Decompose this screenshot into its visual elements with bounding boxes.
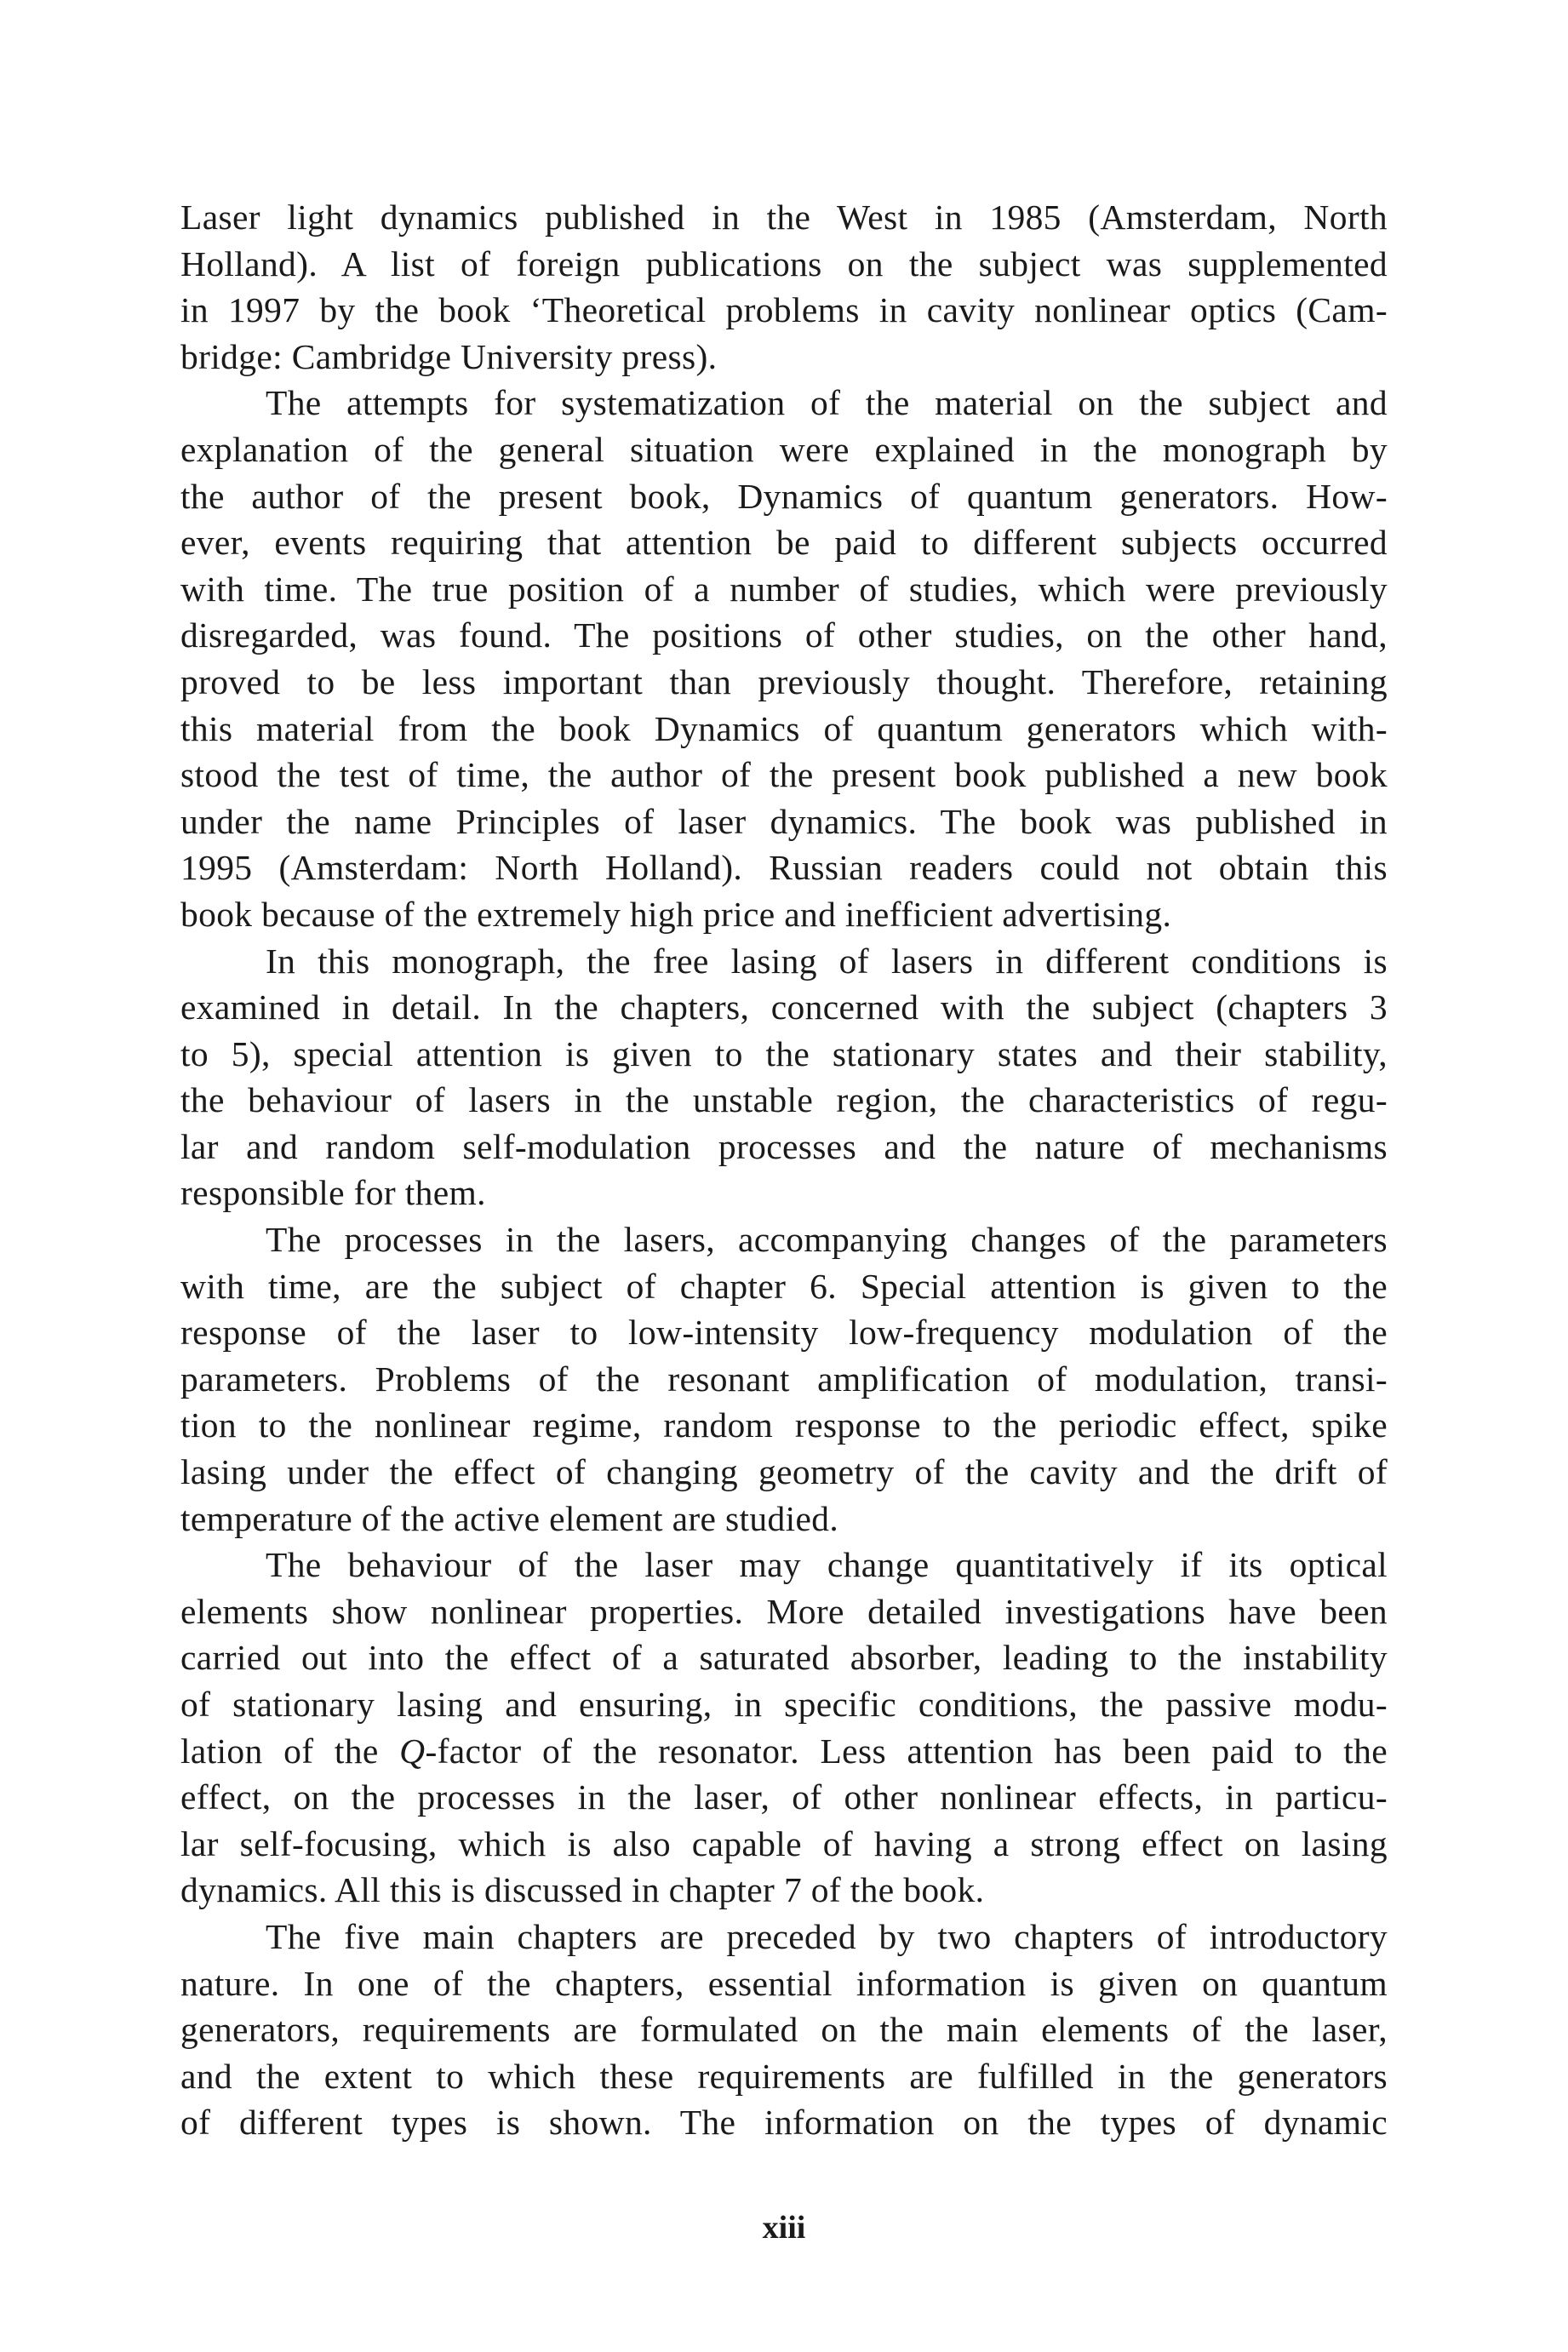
text-line: lar self-focusing, which is also capable of having a strong effect on lasing — [180, 1823, 1388, 1863]
text-line: 1995 (Amsterdam: North Holland). Russian readers could not obtain this — [180, 848, 1388, 888]
text-line: to 5), special attention is given to the stationary states and their stability, — [180, 1033, 1388, 1073]
text-line: stood the test of time, the author of the present book published a new book — [180, 755, 1388, 795]
text-line: Holland). A list of foreign publications on the subject was supplemented — [180, 243, 1388, 283]
page-number: xiii — [762, 2210, 806, 2246]
text-line: parameters. Problems of the resonant amplification of modulation, transi- — [180, 1359, 1388, 1399]
text-line: this material from the book Dynamics of quantum generators which with- — [180, 708, 1388, 748]
text-line: lasing under the effect of changing geometry of the cavity and the drift of — [180, 1452, 1388, 1492]
text-line: Laser light dynamics published in the West in 1985 (Amsterdam, North — [180, 197, 1388, 237]
text-line: nature. In one of the chapters, essential information is given on quantum — [180, 1963, 1388, 2003]
text-line: temperature of the active element are studied. — [180, 1498, 839, 1538]
text-line: with time, are the subject of chapter 6. Special attention is given to the — [180, 1266, 1388, 1306]
text-line: lation of the Q-factor of the resonator. Less attention has been paid to the — [180, 1731, 1388, 1771]
text-line: examined in detail. In the chapters, concerned with the subject (chapters 3 — [180, 987, 1388, 1027]
text-line: The attempts for systematization of the material on the subject and — [266, 383, 1388, 423]
paragraph — [180, 1542, 1388, 1914]
paragraph — [180, 938, 1388, 1217]
text-line: the author of the present book, Dynamics of quantum generators. How- — [180, 476, 1388, 516]
text-line: tion to the nonlinear regime, random response to the periodic effect, spike — [180, 1405, 1388, 1445]
text-line: responsible for them. — [180, 1173, 486, 1213]
paragraph — [180, 1914, 1388, 2146]
text-line: and the extent to which these requirements are fulfilled in the generators — [180, 2056, 1388, 2096]
text-line: ever, events requiring that attention be paid to different subjects occurred — [180, 523, 1388, 563]
text-line: disregarded, was found. The positions of other studies, on the other hand, — [180, 615, 1388, 655]
text-line: in 1997 by the book ‘Theoretical problems in cavity nonlinear optics (Cam- — [180, 290, 1388, 330]
paragraph — [180, 1216, 1388, 1542]
text-line: of stationary lasing and ensuring, in specific conditions, the passive modu- — [180, 1685, 1388, 1724]
text-line: In this monograph, the free lasing of lasers in different conditions is — [266, 941, 1388, 981]
text-line: explanation of the general situation were explained in the monograph by — [180, 429, 1388, 469]
italic-variable: Q — [399, 1731, 426, 1771]
text-line: effect, on the processes in the laser, of other nonlinear effects, in particu- — [180, 1777, 1388, 1817]
text-line: book because of the extremely high price and inefficient advertising. — [180, 894, 1172, 934]
text-line: of different types is shown. The information on the types of dynamic — [180, 2103, 1388, 2143]
text-line: the behaviour of lasers in the unstable region, the characteristics of regu- — [180, 1080, 1388, 1120]
text-line: dynamics. All this is discussed in chapter 7 of the book. — [180, 1870, 985, 1910]
text-line: The five main chapters are preceded by two chapters of introductory — [266, 1916, 1388, 1956]
text-line: carried out into the effect of a saturated absorber, leading to the instability — [180, 1638, 1388, 1678]
text-line: generators, requirements are formulated on the main elements of the laser, — [180, 2010, 1388, 2050]
text-line: response of the laser to low-intensity low-frequency modulation of the — [180, 1313, 1388, 1353]
body-text — [180, 194, 1388, 2146]
text-line: elements show nonlinear properties. More detailed investigations have been — [180, 1591, 1388, 1631]
text-line: The processes in the lasers, accompanying changes of the parameters — [266, 1220, 1388, 1260]
paragraph — [180, 194, 1388, 380]
text-line: with time. The true position of a number of studies, which were previously — [180, 569, 1388, 609]
text-line: The behaviour of the laser may change quantitatively if its optical — [266, 1545, 1388, 1585]
text-line: lar and random self-modulation processes and the nature of mechanisms — [180, 1126, 1388, 1166]
text-line: under the name Principles of laser dynamics. The book was published in — [180, 801, 1388, 841]
text-line: bridge: Cambridge University press). — [180, 336, 718, 376]
text-line: proved to be less important than previously thought. Therefore, retaining — [180, 661, 1388, 701]
paragraph — [180, 380, 1388, 937]
